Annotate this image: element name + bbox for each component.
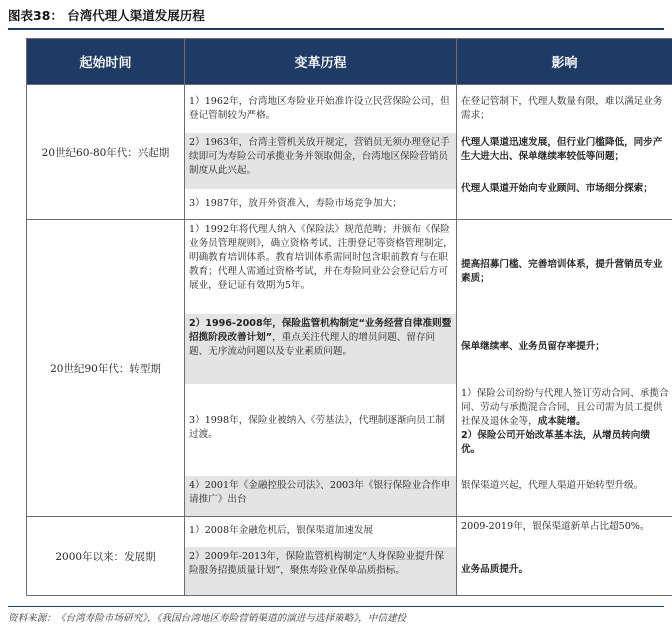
table-row <box>27 517 672 596</box>
change-item: 2）1963年，台湾主管机关放开规定，营销员无须办理登记手续即可为寿险公司承揽业务并领取佣金，台湾地区保险营销员制度从此兴起。 <box>185 133 456 189</box>
impact-item: 保单继续率、业务员留存率提升； <box>461 341 605 352</box>
change-item: 1）2008年金融危机后，银保渠道加速发展 <box>189 525 374 536</box>
impact-highlight: 成本陡增。 <box>537 416 586 427</box>
footer-divider <box>8 606 664 607</box>
change-text: ，重点关注代理人的增员问题、留存问题、无序流动问题以及专业素质问题。 <box>189 332 436 357</box>
impact-item: 2009-2019年，银保渠道新单占比超50%。 <box>461 521 650 532</box>
impact-item: 代理人渠道迅速发展，但行业门槛降低，同步产生大进大出、保单继续率较低等问题； <box>461 137 663 162</box>
table-row <box>27 85 672 220</box>
changes-cell <box>185 517 457 596</box>
impact-item: 代理人渠道开始向专业顾问、市场细分探索； <box>461 183 653 194</box>
change-highlight: 2）1996-2008年，保险监管机构制定“业务经营自律准则暨招揽阶段改善计划” <box>189 318 452 343</box>
impact-item: 在登记管制下，代理人数量有限，难以满足业务需求； <box>461 96 663 121</box>
change-item: 3）1987年，放开外资准入，寿险市场竞争加大； <box>189 198 402 209</box>
source-note: 资料来源：《台湾寿险市场研究》，《我国台湾地区寿险营销渠道的演进与选择策略》，中信建投 <box>8 613 407 624</box>
change-item: 4）2001年《金融控股公司法》、2003年《银行保险业合作申请推广》出台 <box>185 476 456 516</box>
change-item: 1）1992年将代理人纳入《保险法》规范范畴；并颁布《保险业务员管理规则》，确立资格考试、注册登记等资格管理制定，明确教育培训体系。教育培训体系需同时包含职前教育与在职教育；代理人需通过资格考试，并在寿险同业公会登记后方可展业，登记证有效期为5年。 <box>189 224 453 291</box>
header-start-time: 起始时间 <box>27 39 185 85</box>
impact-item: 银保渠道兴起，代理人渠道开始转型升级。 <box>461 480 644 491</box>
era-cell: 20世纪90年代：转型期 <box>27 220 185 517</box>
impact-cell <box>457 220 672 517</box>
change-item: 1）1962年，台湾地区寿险业开始准许设立民营保险公司，但登记管制较为严格。 <box>189 96 450 121</box>
impact-item <box>457 384 672 476</box>
changes-cell <box>185 220 457 517</box>
impact-text: 1）保险公司纷纷与代理人签订劳动合同、承揽合同、劳动与承揽混合合同，且公司需为员工提供社保及退休金等， <box>461 388 669 427</box>
era-cell: 20世纪60-80年代：兴起期 <box>27 85 185 220</box>
header-changes: 变革历程 <box>185 39 457 85</box>
era-cell: 2000年以来：发展期 <box>27 517 185 596</box>
impact-item: 提高招募门槛、完善培训体系，提升营销员专业素质； <box>461 259 663 284</box>
change-item <box>185 314 456 384</box>
change-item: 3）1998年，保险业被纳入《劳基法》，代理制逐渐向员工制过渡。 <box>189 415 445 440</box>
title-divider <box>8 28 664 30</box>
impact-item: 业务品质提升。 <box>461 564 529 575</box>
table-row <box>27 220 672 517</box>
impact-cell <box>457 85 672 220</box>
history-table <box>26 38 672 596</box>
impact-cell <box>457 517 672 596</box>
changes-cell <box>185 85 457 220</box>
change-item: 2）2009年-2013年，保险监管机构制定“人身保险业提升保险服务招揽质量计划”，聚焦寿险业保单品质指标。 <box>185 547 456 595</box>
header-impact: 影响 <box>457 39 672 85</box>
impact-highlight: 2）保险公司开始改革基本法，从增员转向绩优。 <box>461 430 650 455</box>
header-row <box>27 39 672 85</box>
figure-title: 图表38： 台湾代理人渠道发展历程 <box>8 8 205 23</box>
